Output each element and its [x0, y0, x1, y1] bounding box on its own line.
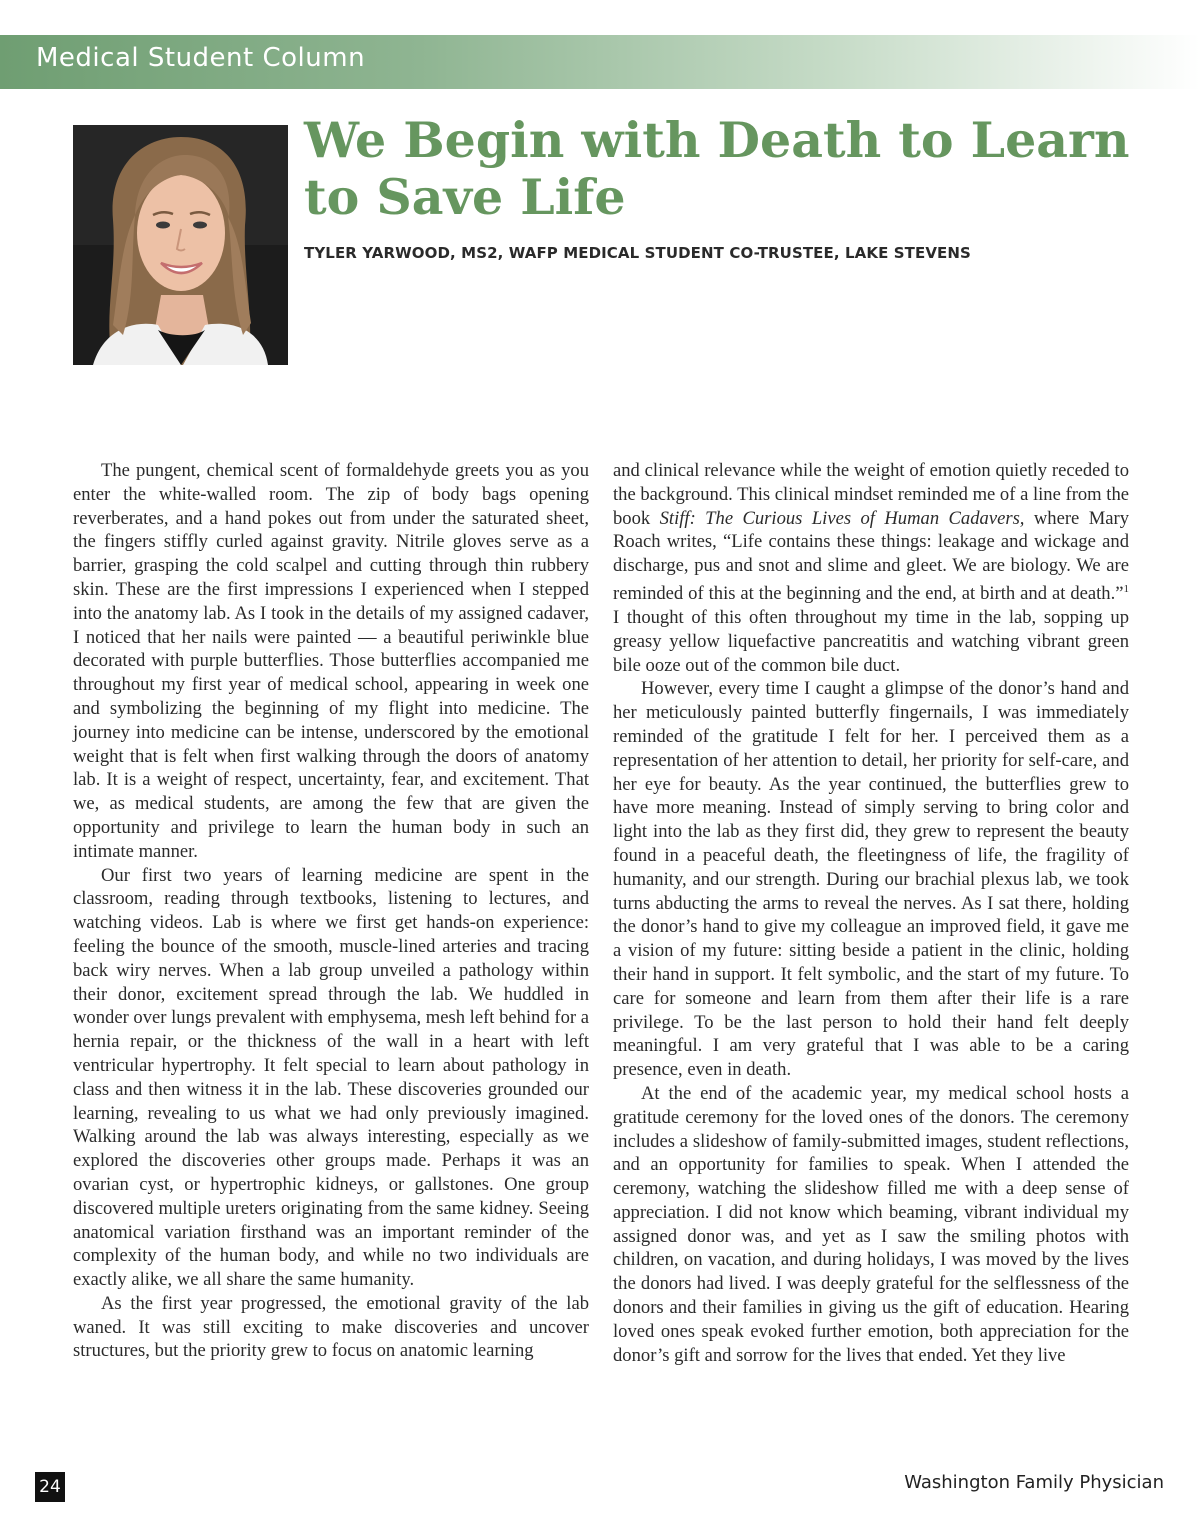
- publication-name: Washington Family Physician: [904, 1472, 1164, 1493]
- paragraph: However, every time I caught a glimpse of the donor’s hand and her meticulously painted butterfly fingernails, I was immediately reminded of the gratitude I felt for her. I perceived them as a representation of her attention to detail, her priority for self-care, and her eye for beauty. As the year continued, the butterflies grew to have more meaning. Instead of simply serving to bring color and light into the lab as they first did, they grew to represent the beauty found in a peaceful death, the fleetingness of life, the fragility of humanity, and our strength. During our brachial plexus lab, we took turns abducting the arms to reveal the nerves. As I sat there, holding the donor’s hand to give my colleague an improved field, it gave me a vision of my future: sitting beside a patient in the clinic, holding their hand in support. It felt symbolic, and the start of my future. To care for someone and learn from them after their life is a rare privilege. To be the last person to hold their hand felt deeply meaningful. I am very grateful that I was able to be a caring presence, even in death.: [613, 678, 1129, 1081]
- paragraph: Our first two years of learning medicine are spent in the classroom, reading through textbooks, listening to lectures, and watching videos. Lab is where we first get hands-on experience: feeling the bounce of the smooth, muscle-lined arteries and tracing back wiry nerves. When a lab group unveiled a pathology within their donor, excitement spread through the lab. We huddled in wonder over lungs prevalent with emphysema, mesh left behind for a hernia repair, or the thickness of the wall in a heart with left ventricular hypertrophy. It felt special to learn about pathology in class and then witness it in the lab. These discoveries grounded our learning, revealing to us what we had only previously imagined. Walking around the lab was always interesting, especially as we explored the discoveries other groups made. Perhaps it was an ovarian cyst, or hypertrophic kidneys, or gallstones. One group discovered multiple ureters originating from the same kidney. Seeing anatomical variation firsthand was an important reminder of the complexity of the human body, and while no two individuals are exactly alike, we all share the same humanity.: [73, 864, 589, 1291]
- paragraph: The pungent, chemical scent of formaldehyde greets you as you enter the white-walled room. The zip of body bags opening reverberates, and a hand pokes out from under the saturated sheet, the fingers stiffly curled against gravity. Nitrile gloves serve as a barrier, grasping the cold scalpel and cutting through thin rubbery skin. These are the first impressions I experienced when I stepped into the anatomy lab. As I took in the details of my assigned cadaver, I noticed that her nails were painted — a beautiful periwinkle blue decorated with purple butterflies. Those butterflies accompanied me throughout my first year of medical school, appearing in week one and symbolizing the beginning of my flight into medicine. The journey into medicine can be intense, underscored by the emotional weight that is felt when first walking through the doors of anatomy lab. It is a weight of respect, uncertainty, fear, and excitement. That we, as medical students, are among the few that are given the opportunity and privilege to learn the human body in such an intimate manner.: [73, 460, 589, 862]
- article-byline: TYLER YARWOOD, MS2, WAFP MEDICAL STUDENT CO-TRUSTEE, LAKE STEVENS: [304, 244, 971, 262]
- author-photo: [73, 125, 288, 365]
- article-column-right: [613, 459, 1129, 1367]
- paragraph: At the end of the academic year, my medical school hosts a gratitude ceremony for the loved ones of the donors. The ceremony includes a slideshow of family-submitted images, student reflections, and an opportunity for families to speak. When I attended the ceremony, watching the slideshow filled me with a deep sense of appreciation. I did not know which beaming, vibrant individual my assigned donor was, and yet as I saw the smiling photos with children, on vacation, and during holidays, I was moved by the lives the donors had lived. I was deeply grateful for the selflessness of the donors and their families in giving us the gift of education. Hearing loved ones speak evoked further emotion, both appreciation for the donor’s gift and sorrow for the lives that ended. Yet they live: [613, 1082, 1129, 1366]
- paragraph-text: and clinical relevance while the weight of emotion quietly receded to the background. This clinical mindset reminded me of a line from the book: [613, 460, 1130, 529]
- article-column-left: [73, 459, 589, 1363]
- section-banner: [0, 35, 1200, 89]
- paragraph: As the first year progressed, the emotional gravity of the lab waned. It was still exciting to make discoveries and uncover structures, but the priority grew to focus on anatomic learning: [73, 1292, 589, 1362]
- section-label: Medical Student Column: [36, 43, 366, 73]
- page-number: 24: [35, 1472, 65, 1502]
- book-title: Stiff: The Curious Lives of Human Cadavers,: [659, 507, 1025, 529]
- article-title: We Begin with Death to Learn to Save Life: [304, 111, 1130, 226]
- paragraph-text: where Mary Roach writes, “Life contains these things: leakage and wickage and discharge, pus and snot and slime and gleet. We are biology. We are reminded of this at the beginning and the end, at birth and at death.”: [613, 507, 1129, 605]
- paragraph-text: I thought of this often throughout my time in the lab, sopping up greasy yellow liquefactive pancreatitis and watching vibrant green bile ooze out of the common bile duct.: [613, 606, 1129, 676]
- paragraph: [613, 459, 1129, 677]
- footnote-reference: 1: [1123, 582, 1129, 595]
